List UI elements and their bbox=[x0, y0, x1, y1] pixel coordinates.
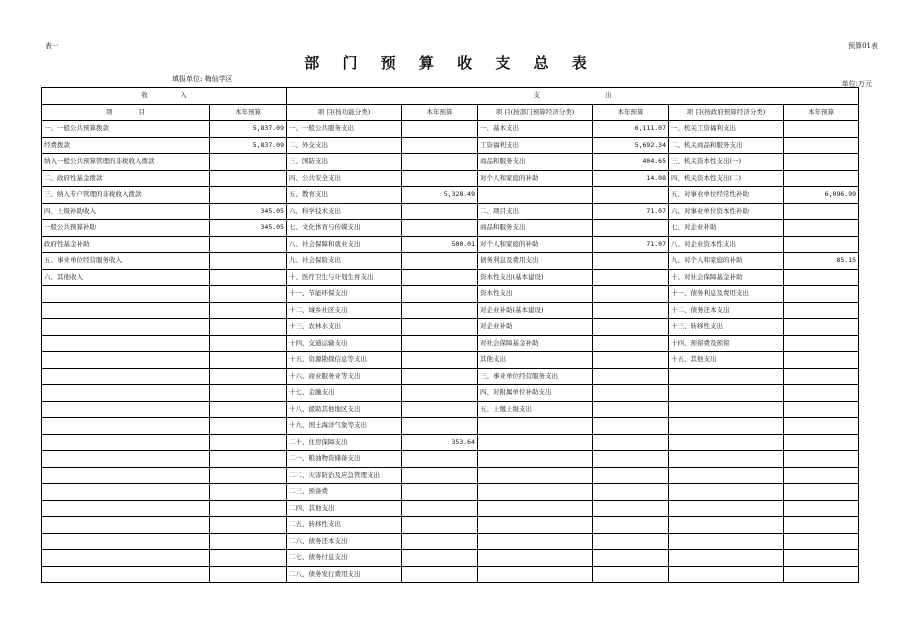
function-budget-cell bbox=[402, 319, 478, 336]
dept-econ-item-cell: 对社会保障基金补助 bbox=[478, 335, 593, 352]
function-item-cell: 二三、预备费 bbox=[287, 484, 402, 501]
gov-econ-budget-cell bbox=[784, 302, 859, 319]
function-budget-cell bbox=[402, 517, 478, 534]
gov-econ-item-cell: 六、对事业单位资本性补助 bbox=[669, 203, 784, 220]
gov-econ-budget-cell bbox=[784, 319, 859, 336]
dept-econ-budget-header: 本年预算 bbox=[593, 104, 669, 121]
dept-econ-item-cell: 二、项目支出 bbox=[478, 203, 593, 220]
gov-econ-budget-cell bbox=[784, 533, 859, 550]
table-row bbox=[42, 401, 859, 418]
function-item-cell: 十八、援助其他地区支出 bbox=[287, 401, 402, 418]
income-budget-cell bbox=[210, 352, 287, 369]
function-item-cell: 二四、其他支出 bbox=[287, 500, 402, 517]
dept-econ-budget-cell bbox=[593, 286, 669, 303]
dept-econ-item-cell bbox=[478, 451, 593, 468]
gov-econ-budget-cell bbox=[784, 236, 859, 253]
function-budget-cell bbox=[402, 566, 478, 583]
income-item-cell: 一般公共预算补助 bbox=[42, 220, 210, 237]
function-item-cell: 十六、商业服务业等支出 bbox=[287, 368, 402, 385]
function-item-cell: 二七、债务付息支出 bbox=[287, 550, 402, 567]
income-budget-cell: 5,837.09 bbox=[210, 137, 287, 154]
function-budget-cell bbox=[402, 269, 478, 286]
income-budget-cell bbox=[210, 170, 287, 187]
dept-econ-budget-cell bbox=[593, 517, 669, 534]
income-header: 收 入 bbox=[42, 88, 287, 105]
income-item-cell: 经费拨款 bbox=[42, 137, 210, 154]
gov-econ-budget-cell bbox=[784, 154, 859, 171]
dept-econ-budget-cell bbox=[593, 451, 669, 468]
table-row bbox=[42, 302, 859, 319]
income-budget-cell bbox=[210, 187, 287, 204]
table-row bbox=[42, 434, 859, 451]
table-row bbox=[42, 550, 859, 567]
income-item-cell bbox=[42, 418, 210, 435]
function-item-cell: 十五、资源勘探信息等支出 bbox=[287, 352, 402, 369]
income-budget-cell bbox=[210, 434, 287, 451]
function-item-cell: 十九、国土海洋气象等支出 bbox=[287, 418, 402, 435]
income-item-cell bbox=[42, 550, 210, 567]
function-item-cell: 二八、债务发行费用支出 bbox=[287, 566, 402, 583]
gov-econ-budget-cell bbox=[784, 401, 859, 418]
table-row bbox=[42, 368, 859, 385]
income-item-cell bbox=[42, 451, 210, 468]
income-budget-header: 本年预算 bbox=[210, 104, 287, 121]
dept-econ-item-cell: 其他支出 bbox=[478, 352, 593, 369]
budget-table bbox=[41, 87, 859, 583]
table-row bbox=[42, 517, 859, 534]
gov-econ-item-cell bbox=[669, 467, 784, 484]
function-item-cell: 四、公共安全支出 bbox=[287, 170, 402, 187]
dept-econ-item-cell: 三、事业单位经营服务支出 bbox=[478, 368, 593, 385]
income-item-cell bbox=[42, 517, 210, 534]
gov-econ-item-cell: 十二、债务还本支出 bbox=[669, 302, 784, 319]
gov-econ-item-cell: 四、机关资本性支出(二) bbox=[669, 170, 784, 187]
dept-econ-budget-cell bbox=[593, 253, 669, 270]
dept-econ-budget-cell: 14.08 bbox=[593, 170, 669, 187]
function-budget-cell bbox=[402, 500, 478, 517]
form-code: 预算01表 bbox=[848, 42, 878, 50]
gov-econ-item-cell: 七、对企业补助 bbox=[669, 220, 784, 237]
table-row bbox=[42, 286, 859, 303]
income-item-cell bbox=[42, 533, 210, 550]
dept-econ-item-cell bbox=[478, 500, 593, 517]
gov-econ-item-cell: 十三、转移性支出 bbox=[669, 319, 784, 336]
gov-econ-item-cell: 十一、债务利息及费用支出 bbox=[669, 286, 784, 303]
expense-header: 支 出 bbox=[287, 88, 859, 105]
income-item-cell bbox=[42, 302, 210, 319]
dept-econ-item-cell: 商品和服务支出 bbox=[478, 220, 593, 237]
table-row bbox=[42, 418, 859, 435]
function-item-cell: 八、社会保障和就业支出 bbox=[287, 236, 402, 253]
gov-econ-item-cell: 九、对个人和家庭的补助 bbox=[669, 253, 784, 270]
dept-econ-budget-cell bbox=[593, 220, 669, 237]
dept-econ-budget-cell bbox=[593, 500, 669, 517]
dept-econ-budget-cell: 404.65 bbox=[593, 154, 669, 171]
dept-econ-budget-cell bbox=[593, 385, 669, 402]
function-budget-cell bbox=[402, 203, 478, 220]
function-budget-cell bbox=[402, 451, 478, 468]
dept-econ-item-cell: 商品和服务支出 bbox=[478, 154, 593, 171]
table-row bbox=[42, 121, 859, 138]
dept-econ-budget-cell bbox=[593, 187, 669, 204]
function-budget-cell: 5,328.49 bbox=[402, 187, 478, 204]
gov-econ-budget-cell bbox=[784, 286, 859, 303]
dept-econ-item-cell: 对个人和家庭的补助 bbox=[478, 236, 593, 253]
dept-econ-item-cell bbox=[478, 484, 593, 501]
income-budget-cell bbox=[210, 385, 287, 402]
income-budget-cell bbox=[210, 484, 287, 501]
income-budget-cell bbox=[210, 269, 287, 286]
function-budget-cell: 353.64 bbox=[402, 434, 478, 451]
dept-econ-budget-cell bbox=[593, 319, 669, 336]
function-budget-cell bbox=[402, 121, 478, 138]
gov-econ-budget-cell bbox=[784, 368, 859, 385]
dept-econ-budget-cell bbox=[593, 401, 669, 418]
function-item-cell: 二六、债务还本支出 bbox=[287, 533, 402, 550]
gov-econ-budget-cell bbox=[784, 434, 859, 451]
income-item-cell: 纳入一般公共预算管理的非税收入拨款 bbox=[42, 154, 210, 171]
gov-econ-item-cell: 十、对社会保障基金补助 bbox=[669, 269, 784, 286]
dept-econ-item-cell: 对个人和家庭的补助 bbox=[478, 170, 593, 187]
dept-econ-item-cell: 四、对附属单位补助支出 bbox=[478, 385, 593, 402]
income-item-cell bbox=[42, 385, 210, 402]
dept-econ-item-cell bbox=[478, 467, 593, 484]
page-title: 部 门 预 算 收 支 总 表 bbox=[304, 54, 596, 72]
gov-econ-item-cell: 一、机关工资福利支出 bbox=[669, 121, 784, 138]
function-budget-cell bbox=[402, 385, 478, 402]
income-item-cell bbox=[42, 319, 210, 336]
gov-econ-budget-cell bbox=[784, 566, 859, 583]
income-item-cell bbox=[42, 484, 210, 501]
function-budget-cell bbox=[402, 533, 478, 550]
dept-econ-budget-cell bbox=[593, 434, 669, 451]
function-budget-cell bbox=[402, 335, 478, 352]
dept-econ-budget-cell bbox=[593, 418, 669, 435]
gov-econ-item-cell bbox=[669, 484, 784, 501]
function-item-cell: 十、医疗卫生与计划生育支出 bbox=[287, 269, 402, 286]
dept-econ-item-cell bbox=[478, 187, 593, 204]
table-row bbox=[42, 269, 859, 286]
gov-econ-budget-cell bbox=[784, 352, 859, 369]
gov-econ-budget-cell bbox=[784, 385, 859, 402]
dept-econ-budget-cell bbox=[593, 368, 669, 385]
dept-econ-budget-cell bbox=[593, 467, 669, 484]
function-item-cell: 十四、交通运输支出 bbox=[287, 335, 402, 352]
table-row bbox=[42, 319, 859, 336]
section-header-row bbox=[42, 88, 859, 105]
function-item-cell: 七、文化体育与传媒支出 bbox=[287, 220, 402, 237]
table-row bbox=[42, 352, 859, 369]
dept-econ-item-cell: 一、基本支出 bbox=[478, 121, 593, 138]
income-item-cell bbox=[42, 500, 210, 517]
table-row bbox=[42, 203, 859, 220]
function-budget-cell bbox=[402, 170, 478, 187]
function-item-cell: 三、国防支出 bbox=[287, 154, 402, 171]
table-number: 表一 bbox=[45, 42, 59, 50]
income-item-cell: 五、事业单位经营服务收入 bbox=[42, 253, 210, 270]
dept-econ-budget-cell bbox=[593, 550, 669, 567]
gov-econ-budget-cell bbox=[784, 269, 859, 286]
income-item-cell bbox=[42, 286, 210, 303]
gov-econ-budget-header: 本年预算 bbox=[784, 104, 859, 121]
income-budget-cell bbox=[210, 154, 287, 171]
gov-econ-item-cell: 十五、其他支出 bbox=[669, 352, 784, 369]
reporting-unit: 填报单位: 梅仙学区 bbox=[172, 75, 233, 83]
table-row bbox=[42, 385, 859, 402]
income-item-cell: 政府性基金补助 bbox=[42, 236, 210, 253]
gov-econ-budget-cell bbox=[784, 220, 859, 237]
table-row bbox=[42, 566, 859, 583]
dept-econ-item-cell: 对企业补助 bbox=[478, 319, 593, 336]
function-budget-cell bbox=[402, 467, 478, 484]
income-item-cell: 二、政府性基金拨款 bbox=[42, 170, 210, 187]
table-row bbox=[42, 500, 859, 517]
dept-econ-item-cell bbox=[478, 434, 593, 451]
function-item-cell: 一、一般公共服务支出 bbox=[287, 121, 402, 138]
income-budget-cell bbox=[210, 566, 287, 583]
income-item-cell bbox=[42, 434, 210, 451]
function-budget-header: 本年预算 bbox=[402, 104, 478, 121]
function-item-cell: 十一、节能环保支出 bbox=[287, 286, 402, 303]
function-item-cell: 二五、转移性支出 bbox=[287, 517, 402, 534]
function-budget-cell bbox=[402, 352, 478, 369]
income-budget-cell bbox=[210, 335, 287, 352]
table-row bbox=[42, 236, 859, 253]
currency-unit: 单位:万元 bbox=[841, 80, 872, 88]
gov-econ-budget-cell bbox=[784, 451, 859, 468]
dept-econ-item-cell bbox=[478, 517, 593, 534]
table-row bbox=[42, 137, 859, 154]
table-row bbox=[42, 154, 859, 171]
function-budget-cell bbox=[402, 253, 478, 270]
gov-econ-item-cell bbox=[669, 550, 784, 567]
gov-econ-item-cell: 三、机关资本性支出(一) bbox=[669, 154, 784, 171]
income-budget-cell bbox=[210, 550, 287, 567]
gov-econ-budget-cell bbox=[784, 517, 859, 534]
gov-econ-budget-cell: 6,096.99 bbox=[784, 187, 859, 204]
income-item-cell bbox=[42, 467, 210, 484]
income-item-cell bbox=[42, 352, 210, 369]
function-item-cell: 十二、城乡社区支出 bbox=[287, 302, 402, 319]
income-budget-cell bbox=[210, 253, 287, 270]
gov-econ-item-cell bbox=[669, 517, 784, 534]
gov-econ-budget-cell bbox=[784, 418, 859, 435]
income-budget-cell bbox=[210, 401, 287, 418]
dept-econ-budget-cell: 71.07 bbox=[593, 236, 669, 253]
dept-econ-item-cell bbox=[478, 566, 593, 583]
dept-econ-budget-cell bbox=[593, 302, 669, 319]
income-budget-cell bbox=[210, 418, 287, 435]
function-budget-cell: 500.01 bbox=[402, 236, 478, 253]
function-item-cell: 二一、粮油物资储备支出 bbox=[287, 451, 402, 468]
gov-econ-budget-cell bbox=[784, 550, 859, 567]
income-budget-cell bbox=[210, 517, 287, 534]
dept-econ-item-cell bbox=[478, 550, 593, 567]
gov-econ-budget-cell bbox=[784, 467, 859, 484]
gov-econ-item-cell bbox=[669, 533, 784, 550]
dept-econ-item-cell: 对企业补助(基本建设) bbox=[478, 302, 593, 319]
income-item-cell bbox=[42, 368, 210, 385]
gov-econ-item-cell bbox=[669, 566, 784, 583]
column-header-row bbox=[42, 104, 859, 121]
income-item-cell: 六、其他收入 bbox=[42, 269, 210, 286]
function-item-cell: 五、教育支出 bbox=[287, 187, 402, 204]
income-item-header: 项 目 bbox=[42, 104, 210, 121]
function-budget-cell bbox=[402, 302, 478, 319]
function-budget-cell bbox=[402, 484, 478, 501]
income-item-cell bbox=[42, 401, 210, 418]
gov-econ-budget-cell bbox=[784, 170, 859, 187]
function-item-cell: 十三、农林水支出 bbox=[287, 319, 402, 336]
function-budget-cell bbox=[402, 220, 478, 237]
table-row bbox=[42, 170, 859, 187]
table-row bbox=[42, 220, 859, 237]
gov-econ-budget-cell bbox=[784, 500, 859, 517]
dept-econ-budget-cell bbox=[593, 335, 669, 352]
income-budget-cell: 345.05 bbox=[210, 203, 287, 220]
table-row bbox=[42, 451, 859, 468]
dept-econ-item-header: 项 目(按部门预算经济分类) bbox=[478, 104, 593, 121]
income-budget-cell bbox=[210, 451, 287, 468]
gov-econ-item-cell bbox=[669, 368, 784, 385]
income-item-cell: 一、一般公共预算拨款 bbox=[42, 121, 210, 138]
function-item-cell: 二二、灾害防治及应急管理支出 bbox=[287, 467, 402, 484]
function-budget-cell bbox=[402, 550, 478, 567]
dept-econ-item-cell: 资本性支出(基本建设) bbox=[478, 269, 593, 286]
function-item-cell: 二十、住房保障支出 bbox=[287, 434, 402, 451]
income-budget-cell bbox=[210, 236, 287, 253]
gov-econ-item-cell: 二、机关商品和服务支出 bbox=[669, 137, 784, 154]
dept-econ-item-cell: 资本性支出 bbox=[478, 286, 593, 303]
gov-econ-budget-cell bbox=[784, 121, 859, 138]
income-budget-cell bbox=[210, 533, 287, 550]
dept-econ-item-cell: 债务利息及费用支出 bbox=[478, 253, 593, 270]
dept-econ-item-cell bbox=[478, 418, 593, 435]
function-item-header: 项 目(按功能分类) bbox=[287, 104, 402, 121]
gov-econ-item-cell bbox=[669, 385, 784, 402]
table-row bbox=[42, 533, 859, 550]
table-row bbox=[42, 335, 859, 352]
gov-econ-budget-cell bbox=[784, 484, 859, 501]
gov-econ-budget-cell bbox=[784, 203, 859, 220]
income-item-cell bbox=[42, 566, 210, 583]
dept-econ-budget-cell bbox=[593, 566, 669, 583]
gov-econ-item-cell: 十四、预留费及预留 bbox=[669, 335, 784, 352]
function-budget-cell bbox=[402, 368, 478, 385]
gov-econ-item-header: 项 目(按政府预算经济分类) bbox=[669, 104, 784, 121]
dept-econ-item-cell bbox=[478, 533, 593, 550]
table-row bbox=[42, 253, 859, 270]
function-budget-cell bbox=[402, 401, 478, 418]
function-item-cell: 六、科学技术支出 bbox=[287, 203, 402, 220]
dept-econ-budget-cell bbox=[593, 352, 669, 369]
income-budget-cell bbox=[210, 368, 287, 385]
income-budget-cell bbox=[210, 500, 287, 517]
gov-econ-item-cell: 八、对企业资本性支出 bbox=[669, 236, 784, 253]
income-item-cell bbox=[42, 335, 210, 352]
function-budget-cell bbox=[402, 286, 478, 303]
income-budget-cell bbox=[210, 286, 287, 303]
table-row bbox=[42, 484, 859, 501]
function-budget-cell bbox=[402, 137, 478, 154]
dept-econ-budget-cell bbox=[593, 484, 669, 501]
gov-econ-item-cell bbox=[669, 500, 784, 517]
dept-econ-item-cell: 五、上缴上级支出 bbox=[478, 401, 593, 418]
income-budget-cell: 345.05 bbox=[210, 220, 287, 237]
table-row bbox=[42, 467, 859, 484]
dept-econ-budget-cell: 6,111.07 bbox=[593, 121, 669, 138]
function-budget-cell bbox=[402, 154, 478, 171]
income-budget-cell: 5,837.09 bbox=[210, 121, 287, 138]
gov-econ-budget-cell bbox=[784, 335, 859, 352]
gov-econ-item-cell: 五、对事业单位经常性补助 bbox=[669, 187, 784, 204]
dept-econ-budget-cell bbox=[593, 269, 669, 286]
function-item-cell: 十七、金融支出 bbox=[287, 385, 402, 402]
income-item-cell: 四、上级补助收入 bbox=[42, 203, 210, 220]
gov-econ-budget-cell: 85.15 bbox=[784, 253, 859, 270]
gov-econ-item-cell bbox=[669, 451, 784, 468]
dept-econ-budget-cell: 5,692.34 bbox=[593, 137, 669, 154]
gov-econ-budget-cell bbox=[784, 137, 859, 154]
gov-econ-item-cell bbox=[669, 418, 784, 435]
income-budget-cell bbox=[210, 302, 287, 319]
dept-econ-item-cell: 工资福利支出 bbox=[478, 137, 593, 154]
gov-econ-item-cell bbox=[669, 401, 784, 418]
income-budget-cell bbox=[210, 467, 287, 484]
table-row bbox=[42, 187, 859, 204]
dept-econ-budget-cell bbox=[593, 533, 669, 550]
function-budget-cell bbox=[402, 418, 478, 435]
gov-econ-item-cell bbox=[669, 434, 784, 451]
dept-econ-budget-cell: 71.07 bbox=[593, 203, 669, 220]
function-item-cell: 九、社会保险支出 bbox=[287, 253, 402, 270]
function-item-cell: 二、外交支出 bbox=[287, 137, 402, 154]
income-item-cell: 三、纳入专户管理的非税收入拨款 bbox=[42, 187, 210, 204]
income-budget-cell bbox=[210, 319, 287, 336]
